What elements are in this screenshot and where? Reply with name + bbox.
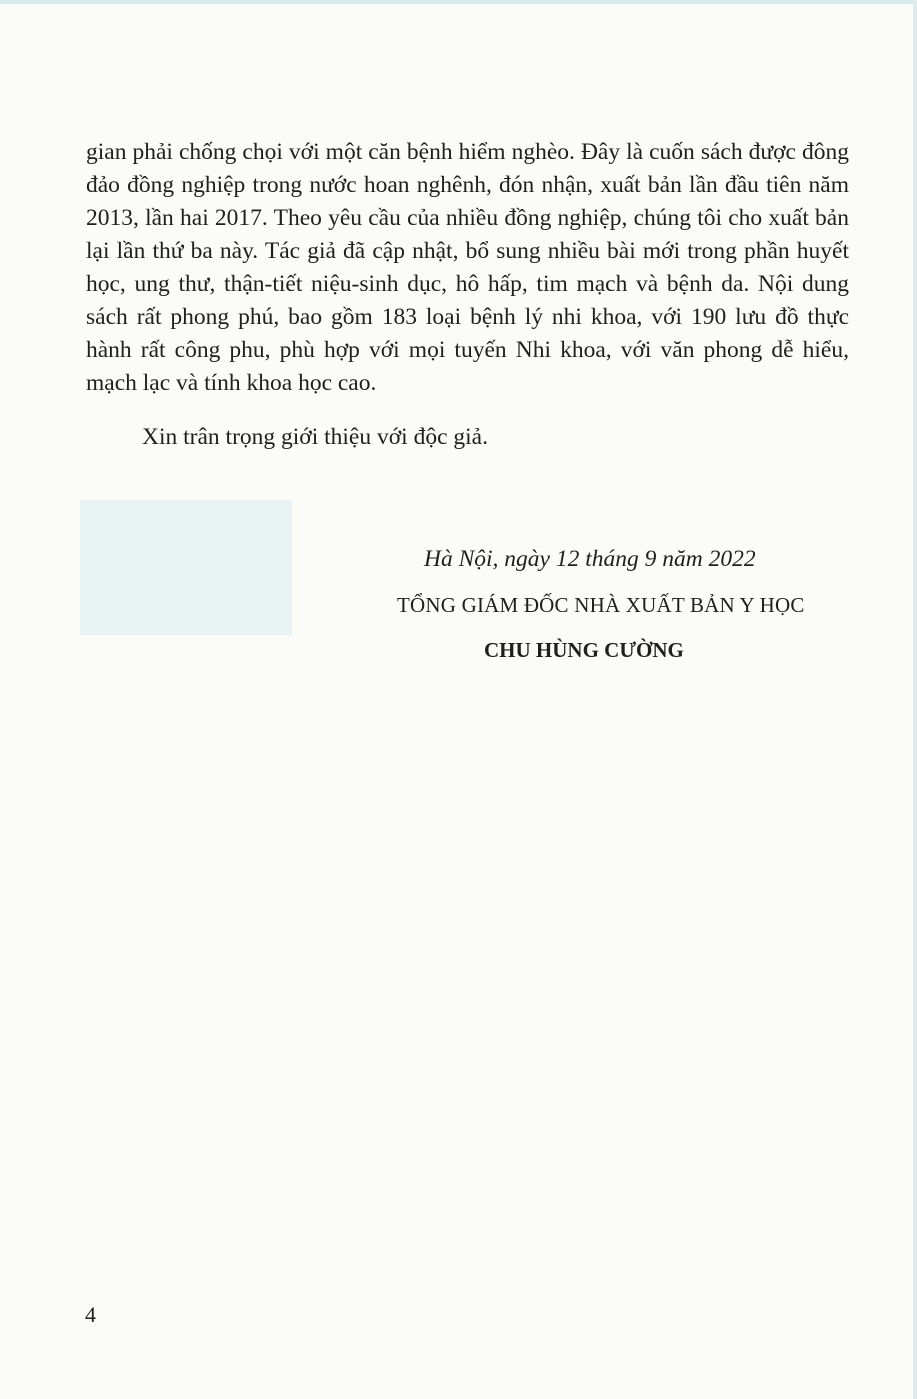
body-paragraph: gian phải chống chọi với một căn bệnh hiểm nghèo. Đây là cuốn sách được đông đảo đồng nghiệp trong nước hoan nghênh, đón nhận, xuất bản lần đầu tiên năm 2013, lần hai 2017. Theo yêu cầu của nhiều đồng nghiệp, chúng tôi cho xuất bản lại lần thứ ba này. Tác giả đã cập nhật, bổ sung nhiều bài mới trong phần huyết học, ung thư, thận-tiết niệu-sinh dục, hô hấp, tim mạch và bệnh da. Nội dung sách rất phong phú, bao gồm 183 loại bệnh lý nhi khoa, với 190 lưu đồ thực hành rất công phu, phù hợp với mọi tuyến Nhi khoa, với văn phong dễ hiểu, mạch lạc và tính khoa học cao. [86, 139, 849, 396]
page-number: 4 [85, 1302, 96, 1327]
signature-date-place: Hà Nội, ngày 12 tháng 9 năm 2022 [424, 546, 756, 572]
page-right-edge [913, 0, 917, 1399]
closing-sentence: Xin trân trọng giới thiệu với độc giả. [142, 424, 488, 450]
body-text [86, 136, 849, 454]
page-top-edge [0, 0, 917, 4]
signature-title: TỔNG GIÁM ĐỐC NHÀ XUẤT BẢN Y HỌC [397, 593, 805, 617]
signature-name: CHU HÙNG CƯỜNG [484, 638, 684, 662]
bleed-through-panel [80, 500, 292, 635]
